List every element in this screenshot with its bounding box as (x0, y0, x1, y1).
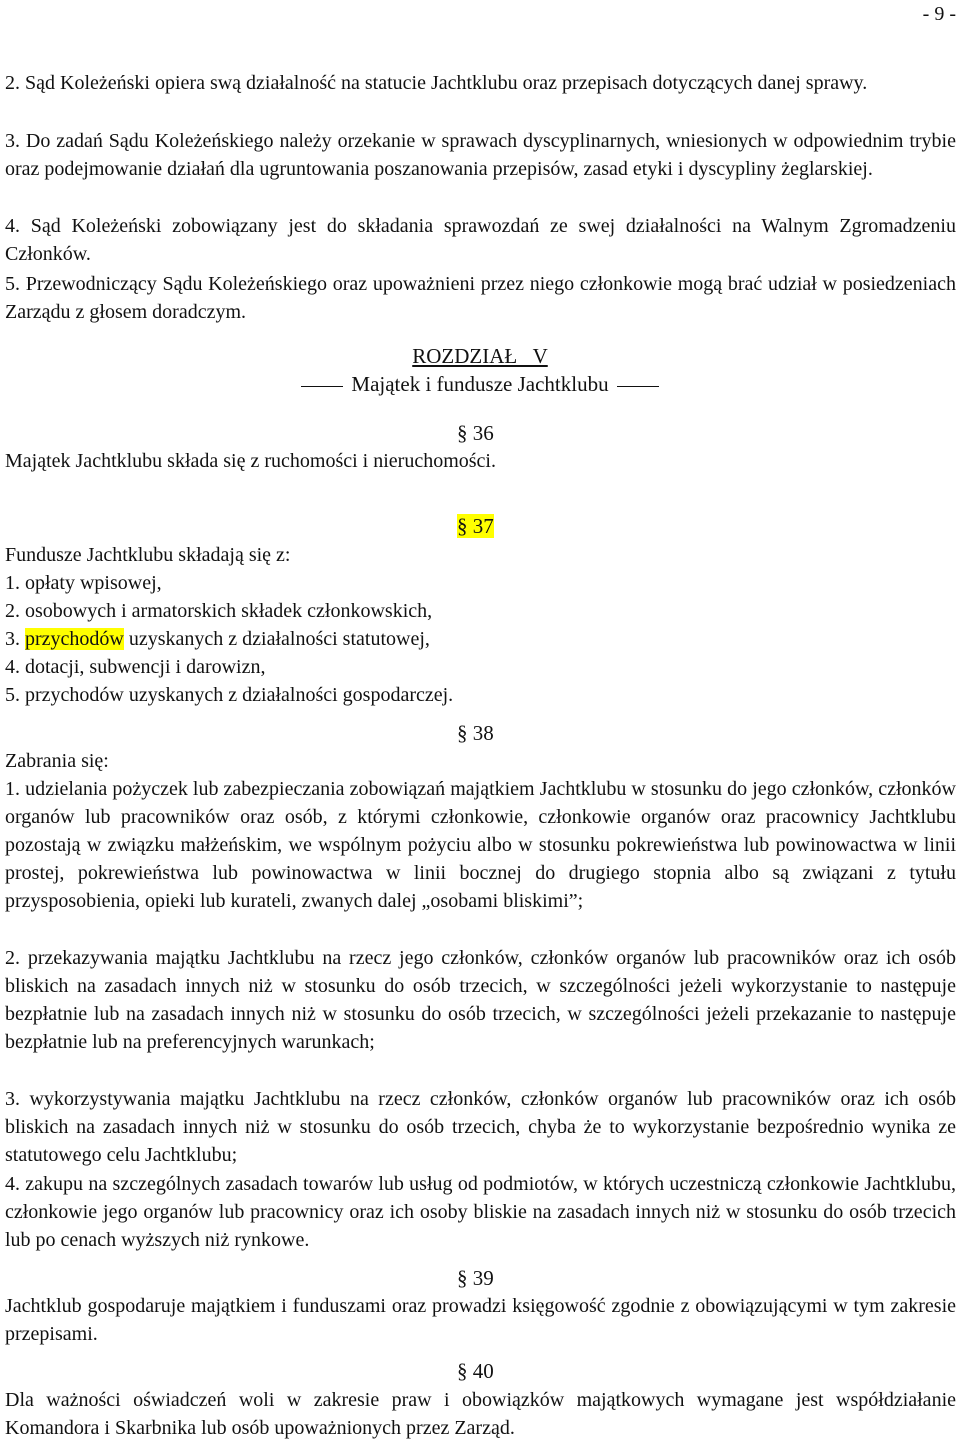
section-37-item-5: 5. przychodów uzyskanych z działalności gospodarczej. (5, 684, 454, 706)
section-37-item-4: 4. dotacji, subwencji i darowizn, (5, 656, 266, 678)
section-38-label: § 38 (457, 721, 494, 745)
section-39-text: Jachtklub gospodaruje majątkiem i funduszami oraz prowadzi księgowość zgodnie z obowiązującymi w tym zakresie przepisami. (5, 1295, 956, 1345)
paragraph-3: 3. Do zadań Sądu Koleżeńskiego należy orzekanie w sprawach dyscyplinarnych, wniesionych w odpowiednim trybie oraz podejmowanie działań dla ugruntowania poszanowania przepisów, zasad etyki i dyscypliny żeglarskiej. (5, 130, 956, 180)
paragraph-2: 2. Sąd Koleżeński opiera swą działalność na statucie Jachtklubu oraz przepisach dotyczących danej sprawy. (5, 72, 868, 94)
section-37-label (457, 512, 494, 540)
paragraph-4: 4. Sąd Koleżeński zobowiązany jest do składania sprawozdań ze swej działalności na Walnym Zgromadzeniu Członków. (5, 215, 956, 265)
section-38-item-3: 3. wykorzystywania majątku Jachtklubu na rzecz członków, członków organów lub pracowników oraz ich osób bliskich na zasadach innych niż w stosunku do osób trzecich, chyba że to wykorzystanie bezpośrednio wynika ze statutowego celu Jachtklubu; (5, 1088, 956, 1166)
item-3-number: 3. (5, 628, 20, 650)
section-37-item-1: 1. opłaty wpisowej, (5, 572, 162, 594)
section-39-label: § 39 (457, 1266, 494, 1290)
dash-right (617, 386, 659, 387)
paragraph-5: 5. Przewodniczący Sądu Koleżeńskiego oraz upoważnieni przez niego członkowie mogą brać udział w posiedzeniach Zarządu z głosem doradczym. (5, 273, 956, 323)
section-36-label: § 36 (457, 421, 494, 445)
item-3-rest: uzyskanych z działalności statutowej, (128, 628, 430, 650)
section-38-item-1: 1. udzielania pożyczek lub zabezpieczania zobowiązań majątkiem Jachtklubu w stosunku do jego członków, członków organów lub pracowników oraz osób, z którymi członkowie, członkowie organów oraz pracownicy Jachtklubu pozostają w związku małżeńskim, we wspólnym pożyciu albo w stosunku pokrewieństwa lub powinowactwa w linii prostej, pokrewieństwa lub powinowactwa w linii bocznej do drugiego stopnia albo są związani z tytułu przysposobienia, opieki lub kurateli, zwanych dalej „osobami bliskimi”; (5, 778, 956, 912)
section-37-intro: Fundusze Jachtklubu składają się z: (5, 544, 291, 566)
section-37-item-3 (5, 625, 956, 653)
section-40-label: § 40 (457, 1359, 494, 1383)
chapter-subtitle (0, 370, 960, 398)
section-37-item-2: 2. osobowych i armatorskich składek członkowskich, (5, 600, 433, 622)
section-38-item-2: 2. przekazywania majątku Jachtklubu na rzecz jego członków, członków organów lub pracowników oraz ich osób bliskich na zasadach innych niż w stosunku do osób trzecich, w szczególności jeżeli wykorzystanie to następuje bezpłatnie lub na zasadach innych niż w stosunku do osób trzecich, w szczególności jeżeli przekazanie to następuje bezpłatnie lub na preferencyjnych warunkach; (5, 947, 956, 1053)
section-36-text: Majątek Jachtklubu składa się z ruchomości i nieruchomości. (5, 450, 496, 472)
highlighted-word: przychodów (25, 628, 124, 650)
chapter-title (0, 342, 960, 370)
chapter-title-text: ROZDZIAŁ V (412, 344, 548, 368)
section-38-intro: Zabrania się: (5, 750, 109, 772)
section-40-text: Dla ważności oświadczeń woli w zakresie praw i obowiązków majątkowych wymagane jest współdziałanie Komandora i Skarbnika lub osób upoważnionych przez Zarząd. (5, 1389, 956, 1439)
section-37-label-text: § 37 (457, 514, 494, 538)
page-number: - 9 - (922, 3, 956, 25)
dash-left (301, 386, 343, 387)
section-38-item-4: 4. zakupu na szczególnych zasadach towarów lub usług od podmiotów, w których uczestniczą członkowie Jachtklubu, członkowie jego organów lub pracownicy oraz ich osoby bliskie na zasadach innych niż w stosunku do osób trzecich lub po cenach wyższych niż rynkowe. (5, 1173, 956, 1251)
chapter-subtitle-text: Majątek i fundusze Jachtklubu (351, 372, 609, 396)
